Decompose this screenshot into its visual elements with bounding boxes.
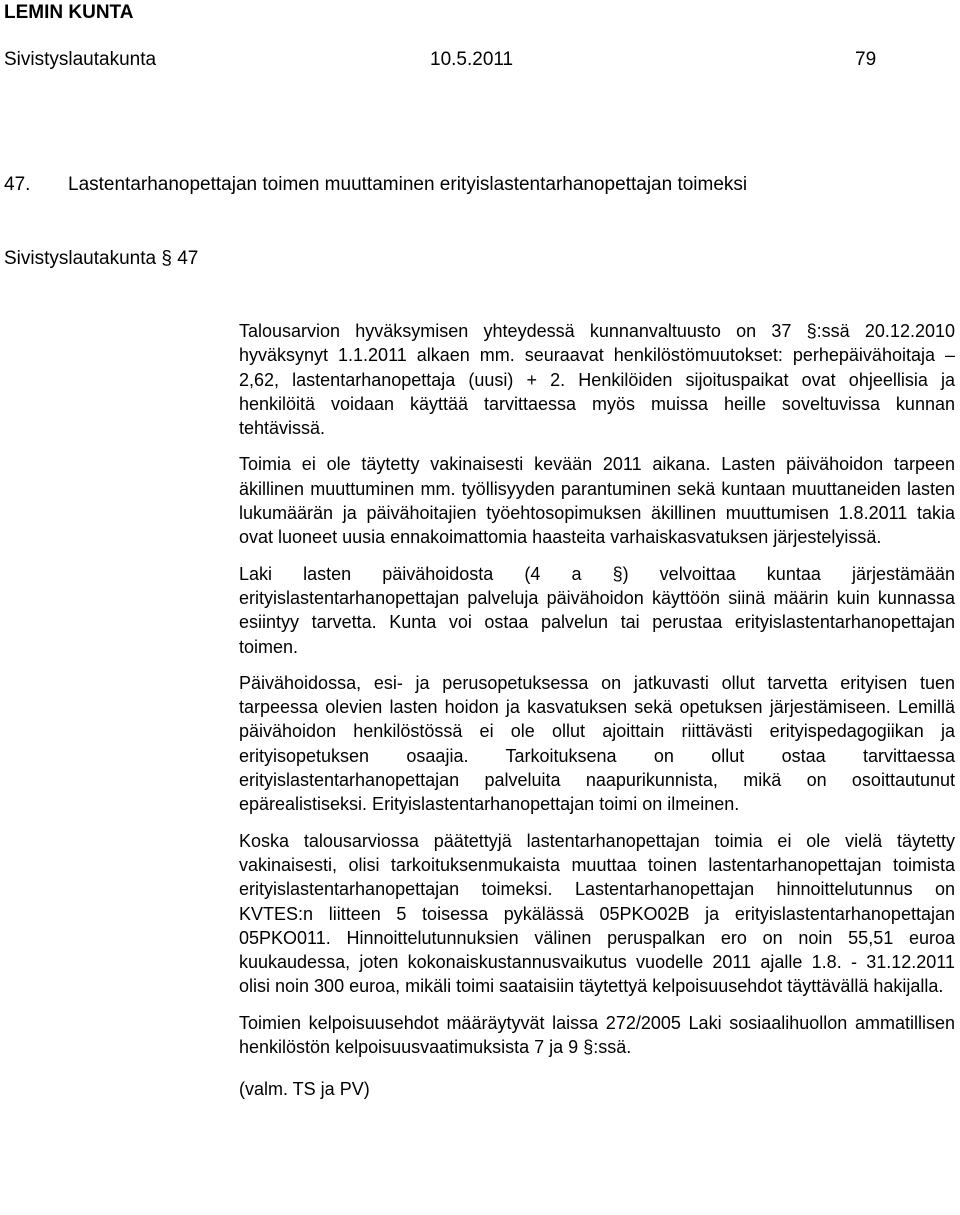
section-reference: Sivistyslautakunta § 47 bbox=[4, 248, 199, 269]
paragraph-positions: Toimia ei ole täytetty vakinaisesti kevään 2011 aikana. Lasten päivähoidon tarpeen äkillinen muuttuminen mm. työllisyyden parantuminen sekä kuntaan muuttaneiden lasten lukumäärän ja päivähoitajien työehtosopimuksen äkillinen muuttumisen 1.8.2011 takia ovat luoneet uusia ennakoimattomia haasteita varhaiskasvatuksen järjestelyissä. bbox=[239, 454, 955, 548]
page-number: 79 bbox=[855, 49, 877, 70]
paragraph-qualifications: Toimien kelpoisuusehdot määräytyvät laissa 272/2005 Laki sosiaalihuollon ammatillisen henkilöstön kelpoisuusvaatimuksista 7 ja 9 §:ssä. bbox=[239, 1012, 955, 1058]
paragraph-need: Päivähoidossa, esi- ja perusopetuksessa on jatkuvasti ollut tarvetta erityisen tuen tarpeessa olevien lasten hoidon ja kasvatuksen sekä opetuksen järjestämiseen. Lemillä päivähoidon henkilöstössä ei ole ollut ajoittain riittävästi erityispedagogiikan ja erityisopetuksen osaajia. Tarkoituksena on ollut ostaa tarvittaessa erityislastentarhanopettajan palveluita naapurikunnista, mikä on osoittautunut epärealistiseksi. Erityislastentarhanopettajan toimi on ilmeinen. bbox=[239, 672, 955, 815]
board-name: Sivistyslautakunta bbox=[4, 49, 157, 70]
organization-name: LEMIN KUNTA bbox=[4, 2, 134, 23]
paragraph-preparers: (valm. TS ja PV) bbox=[239, 1079, 370, 1100]
paragraph-proposal: Koska talousarviossa päätettyjä lastentarhanopettajan toimia ei ole vielä täytetty vakinaisesti, olisi tarkoituksenmukaista muuttaa toinen lastentarhanopettajan toimista erityislastentarhanopettajan toimeksi. Lastentarhanopettajan hinnoittelutunnus on KVTES:n liitteen 5 toisessa pykälässä 05PKO02B ja erityislastentarhanopettajan 05PKO011. Hinnoittelutunnuksien välinen peruspalkan ero on noin 55,51 euroa kuukaudessa, joten kokonaiskustannusvaikutus vuodelle 2011 ajalle 1.8. - 31.12.2011 olisi noin 300 euroa, mikäli toimi saataisiin täytettyä kelpoisuusehdot täyttävällä hakijalla. bbox=[239, 830, 955, 997]
document-body bbox=[239, 319, 955, 1102]
meeting-date: 10.5.2011 bbox=[430, 49, 514, 70]
section-number: 47. bbox=[4, 174, 31, 195]
section-title: Lastentarhanopettajan toimen muuttaminen erityislastentarhanopettajan toimeksi bbox=[68, 174, 748, 195]
paragraph-budget: Talousarvion hyväksymisen yhteydessä kunnanvaltuusto on 37 §:ssä 20.12.2010 hyväksynyt 1.1.2011 alkaen mm. seuraavat henkilöstömuutokset: perhepäivähoitaja – 2,62, lastentarhanopettaja (uusi) + 2. Henkilöiden sijoituspaikat ovat ohjeellisia ja henkilöitä voidaan käyttää tarvittaessa myös muissa heille soveltuvissa kunnan tehtävissä. bbox=[239, 321, 955, 439]
paragraph-law: Laki lasten päivähoidosta (4 a §) velvoittaa kuntaa järjestämään erityislastentarhanopettajan palveluja päivähoidon käyttöön siinä määrin kuin kunnassa esiintyy tarvetta. Kunta voi ostaa palvelun tai perustaa erityislastentarhanopettajan toimen. bbox=[239, 563, 955, 657]
